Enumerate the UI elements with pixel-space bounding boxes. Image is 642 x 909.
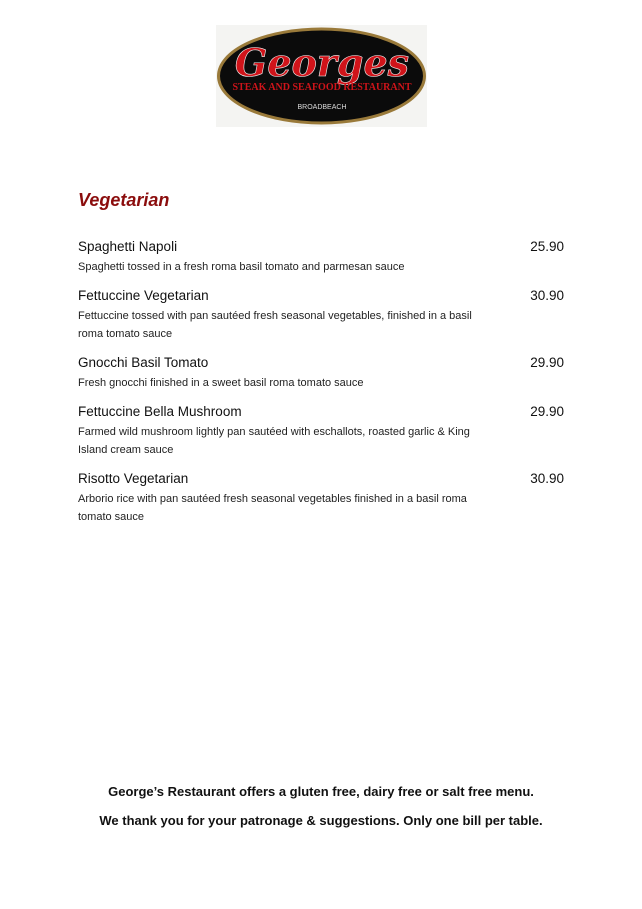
menu-item-price: 29.90 <box>530 404 564 419</box>
menu-item-price: 30.90 <box>530 288 564 303</box>
menu-item <box>78 287 564 343</box>
menu-item-price: 30.90 <box>530 471 564 486</box>
menu-item-price: 25.90 <box>530 239 564 254</box>
menu-list <box>78 238 564 537</box>
menu-item-name: Fettuccine Bella Mushroom <box>78 404 242 419</box>
menu-item-name: Gnocchi Basil Tomato <box>78 355 209 370</box>
menu-item-price: 29.90 <box>530 355 564 370</box>
logo-emblem <box>216 25 427 127</box>
menu-item-description: Farmed wild mushroom lightly pan sautéed with eschallots, roasted garlic & King Island cream sauce <box>78 426 470 456</box>
footer-thank-you-note: We thank you for your patronage & suggestions. Only one bill per table. <box>99 813 543 828</box>
menu-item-name: Risotto Vegetarian <box>78 471 189 486</box>
menu-item <box>78 354 564 392</box>
menu-item <box>78 470 564 526</box>
section-title: Vegetarian <box>78 190 170 210</box>
restaurant-logo <box>216 25 427 127</box>
logo-location: BROADBEACH <box>297 104 347 111</box>
menu-item <box>78 238 564 276</box>
menu-item-description: Spaghetti tossed in a fresh roma basil tomato and parmesan sauce <box>78 261 405 273</box>
menu-item-description: Fettuccine tossed with pan sautéed fresh seasonal vegetables, finished in a basil roma tomato sauce <box>78 310 472 340</box>
menu-item-name: Spaghetti Napoli <box>78 239 178 254</box>
footer-dietary-note: George’s Restaurant offers a gluten free, dairy free or salt free menu. <box>108 784 534 799</box>
logo-name: Georges <box>234 40 410 85</box>
menu-item-name: Fettuccine Vegetarian <box>78 288 209 303</box>
logo-tagline: STEAK AND SEAFOOD RESTAURANT <box>232 82 412 93</box>
menu-item-description: Arborio rice with pan sautéed fresh seasonal vegetables finished in a basil roma tomato sauce <box>78 493 467 523</box>
menu-item-description: Fresh gnocchi finished in a sweet basil roma tomato sauce <box>78 377 364 389</box>
menu-item <box>78 403 564 459</box>
